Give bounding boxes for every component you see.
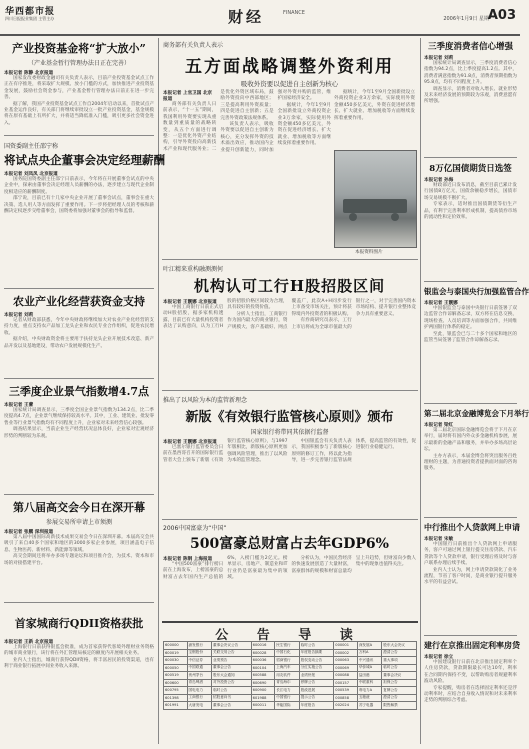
notice-cell: 601398: [164, 694, 188, 702]
paper-sub-text: 四川日报报业集团 主管主办: [5, 16, 55, 21]
body-text: 中国工商银行日前正式启动H股招股，据多家机构透露，目前已有大量机构投资者表达了认购意向，认为工行H股的招股价格区间较为合理，具有较好的投资价值。: [163, 299, 288, 330]
body-text: 据统计，今年1至9月全国新批设立外商投资企业3万余家，实际使用外资金额450多亿美元，外资在促进经济增长、扩大就业、增加税收等方面继续发挥着重要作用。: [334, 90, 415, 121]
notice-cell: 青岛啤酒: [187, 679, 211, 687]
byline: 本报记者 陈钢 上海报道: [163, 557, 213, 562]
notice-cell: 600795: [164, 687, 188, 695]
notice-row: [164, 657, 417, 665]
article-icbc-h-shares: [163, 262, 416, 388]
headline: 新版《有效银行监管核心原则》颁布: [185, 410, 394, 425]
divider: [162, 390, 418, 391]
lead-article-body-right: [334, 90, 415, 148]
article-hitech-fair: [4, 497, 154, 601]
body-text: 有券商研究员表示，工行上市后将成为全球市值最大的银行之一，对于完善国内资本市场结构、提升银行业整体竞争力具有重要意义。: [291, 299, 416, 330]
body-text: 专家表示，适时推出国债期货等衍生产品，有利于完善利率形成机制，提高债券市场的流动性和定价效率。: [424, 202, 517, 221]
body-text: 分析人士指出，工商银行作为国内最大的商业银行，资产规模大、客户基础好、网点覆盖广，此次A+H同步发行上市备受市场关注，预计将获得境内外投资者的积极认购。: [227, 299, 352, 330]
notice-cell: 中信证券: [187, 657, 211, 665]
photo-wheel: [349, 213, 357, 221]
notice-cell: 600050: [164, 664, 188, 672]
headline: 五方面战略调整外资利用: [185, 57, 394, 77]
byline: 本报记者 王靓娜: [424, 301, 458, 306]
masthead: [0, 0, 520, 36]
notice-cell: 002024: [334, 702, 358, 710]
divider: [4, 602, 154, 603]
lead-article-body: [163, 90, 331, 256]
kicker: 商务部有关负责人表示: [163, 42, 224, 49]
headline: 建行在京推出固定利率房贷: [424, 640, 520, 650]
section-title: 财经: [228, 8, 265, 26]
divider: [424, 403, 517, 404]
byline: 本报记者 张鹏 深圳报道: [4, 530, 54, 535]
notice-cell: 股东大会通知: [212, 672, 252, 680]
body-text: 国家统计局调查显示，三季度消费者信心指数为94.2点，比上季度提高1.2点。其中，消费者满意指数为91.8点，消费者预期指数为95.8点，均有不同程度上升。: [424, 61, 517, 86]
notice-row: [164, 649, 417, 657]
notice-cell: 600028: [251, 649, 275, 657]
notice-cell: 贵州茅台: [187, 672, 211, 680]
notice-cell: 复牌公告: [382, 687, 417, 695]
lead-headline-block: [163, 38, 416, 86]
notice-cell: 600030: [164, 657, 188, 665]
notice-cell: 中国银行: [275, 694, 299, 702]
notice-cell: 停牌公告: [299, 679, 334, 687]
article-qdii: [4, 605, 154, 745]
byline: 本报记者 梁红: [424, 423, 454, 428]
headline: 第二届北京金融博览会下月举行: [424, 409, 529, 418]
notice-cell: 董事会公告: [212, 702, 252, 710]
body-text: 中国银监会有关负责人表示，我国积极参与了新版核心原则的修订工作，将以此为指导，进一步完善银行监管法规体系，提高监管的有效性，促进银行业稳健运行。: [291, 439, 416, 464]
body-text: 财政部近日发布消息，截至目前已累计发行国债8万亿元，国债余额稳步增长，国债市场交易规模不断扩大。: [424, 183, 517, 201]
notice-cell: 临时公告: [212, 687, 252, 695]
notice-cell: 董事会决议: [382, 672, 417, 680]
notice-cell: 盐田港: [357, 672, 381, 680]
divider: [4, 288, 154, 289]
headline: 第八届高交会今日在深开幕: [13, 501, 145, 514]
notice-cell: 000539: [334, 687, 358, 695]
body-text: 中国银行日前推出个人贷款网上申请服务，客户可通过网上银行提交住房贷款、汽车贷款等个人贷款申请，银行受理后将及时与客户联系办理后续手续。: [424, 542, 517, 567]
notice-cell: 中国联通: [187, 664, 211, 672]
article-finance-expo: [424, 406, 529, 516]
body-text: 国务院国资委副主任邵宁日前表示，今年将在开展董事会试点的中央企业中，探索由董事会决定经理人员薪酬的办法，逐步建立与现代企业制度相适应的薪酬制度。: [4, 177, 154, 195]
body-text: 巴塞尔银行监管委员会日前在墨西哥召开的国际银行监管者大会上颁布了新版《有效银行监管核心原则》，与1997年版相比，新版核心原则更加强调风险管理，推出了以风险为本的监管理念。: [163, 439, 288, 464]
subheadline: 国家银行将带同其依据行监督: [250, 429, 329, 436]
notice-cell: 万科A: [357, 649, 381, 657]
body-text: 商务部有关负责人日前表示，“十一五”期间，我国利用外资要实现从重数量到重质量的战略转变，从五个方面进行调整：一是优化外资产业结构，引导外资投向高新技术产业和现代服务业；二是优化外资区域布局，鼓励外资投向中西部地区；三是提高利用外资质量；四是促进自主创新；五是完善外资政策法规体系。: [163, 90, 274, 152]
notice-cell: 601988: [251, 694, 275, 702]
article-treasury: [424, 160, 517, 280]
notice-row: [164, 642, 417, 650]
notice-cell: 董事会决议公告: [212, 642, 252, 650]
notice-cell: 中联重科: [357, 679, 381, 687]
photo-vehicle: [343, 199, 407, 213]
notice-table: [163, 641, 417, 710]
byline: 本报记者 上官卫国 北京报道: [163, 91, 213, 102]
headline: 农业产业化经营获资金支持: [13, 295, 145, 308]
notice-cell: 上海汽车: [275, 664, 299, 672]
column-rule: [158, 38, 159, 744]
body-text: 上海银行日前获得银监会批准，成为首家获得代客境外理财业务资格的城市商业银行，该行将在外汇管理局核定的额度内开展相关业务。: [4, 645, 154, 657]
byline: 本报记者 王新 北京报道: [4, 640, 54, 645]
notice-cell: 000858: [334, 694, 358, 702]
article-core-principles: [163, 393, 416, 517]
article-rich-list: [163, 521, 416, 619]
notice-cell: 股改进展: [299, 687, 334, 695]
notice-cell: 五粮液: [357, 694, 381, 702]
notice-cell: 股东大会决议: [382, 642, 417, 650]
byline: 本报记者 王靓娜 北京报道: [163, 300, 217, 305]
body-text: 记者从财政部获悉，今年中央财政将继续加大对农业产业化经营的支持力度，重点支持农产品加工龙头企业和农民专业合作组织，促进农民增收。: [4, 318, 154, 336]
notice-row: [164, 664, 417, 672]
body-text: 据了解，我国产业投资基金试点工作自2004年启动以来，首批试点产业基金运作良好，有关部门将继续审批设立一批产业投资基金，基金规模将在原有基础上有所扩大，并将适当降低准入门槛，吸引更多社会资金进入。: [4, 101, 154, 126]
headline: 中行推出个人贷款网上申请: [424, 522, 520, 532]
body-text: 业内人士指出，城商行获得QDII资格，将丰富居民的投资渠道，也有利于商业银行拓展中间业务收入来源。: [4, 657, 154, 670]
body-text: 业内人士认为，网上申请贷款简化了业务流程，节省了客户时间，是商业银行提升服务水平的有益尝试。: [424, 567, 517, 586]
notice-cell: 业绩快报: [299, 672, 334, 680]
article-cbrc-thailand: [424, 284, 529, 402]
byline: 本报记者 王蕾: [4, 403, 34, 408]
notice-cell: 000063: [334, 657, 358, 665]
notice-cell: 重大事项: [382, 657, 417, 665]
article-industry-fund: [4, 38, 154, 134]
notice-cell: 招商银行: [275, 657, 299, 665]
body-text: 第八届中国国际高新技术成果交易会今日在深圳开幕。本届高交会共吸引了来自40多个国家和地区的3000多家企业参展，项目涵盖电子信息、生物医药、新材料、新能源等领域。: [4, 535, 154, 553]
body-text: 第二届北京国际金融博览会将于下月在京举行，届时将有国内外众多金融机构参展，展示最新的金融产品和服务，并举办多场高层论坛。: [424, 428, 517, 453]
body-text: 邵宁说，目前已有十几家中央企业开展了董事会试点，董事会在重大决策、选人用人等方面发挥了重要作用。下一步将把经理人员的考核和薪酬决定权逐步交给董事会，国资委将加强对董事会的指导和监督。: [4, 196, 154, 215]
notice-cell: 600690: [251, 679, 275, 687]
notice-cell: 华侨城A: [357, 664, 381, 672]
article-ccb-fixed-rate: [424, 638, 520, 745]
notice-title: 公 告 导 读: [215, 628, 365, 643]
notice-cell: 临时公告: [382, 664, 417, 672]
headline: 银监会与泰国央行加强监管合作: [424, 287, 529, 296]
notice-cell: 601991: [164, 702, 188, 710]
notice-cell: 宝钢股份: [187, 649, 211, 657]
kicker: 2006中国富豪为“中国”: [163, 525, 227, 532]
notice-cell: 关联交易公告: [212, 649, 252, 657]
body-text: 分析认为，中国民营经济的快速发展创造了大量财富，富豪群体的规模和财富总量均呈上升趋势，但财富向少数人集中的现象也值得关注。: [291, 556, 416, 574]
notice-cell: 600588: [251, 672, 275, 680]
column-rule: [420, 38, 421, 744]
divider: [424, 517, 517, 518]
notice-cell: 000088: [334, 672, 358, 680]
divider: [424, 635, 517, 636]
notice-cell: 000157: [334, 679, 358, 687]
body-text: 至此，银监会已与二十多个国家和地区的监管当局签署了监管合作谅解备忘录。: [424, 331, 517, 344]
notice-cell: 大唐发电: [187, 702, 211, 710]
notice-cell: 青岛海尔: [275, 679, 299, 687]
notice-cell: 股权变动公告: [299, 657, 334, 665]
notice-cell: 600519: [164, 672, 188, 680]
notice-cell: 华能国际: [275, 702, 299, 710]
notice-cell: 600011: [251, 702, 275, 710]
notice-cell: 600600: [164, 679, 188, 687]
byline: 本报记者 宋敏: [424, 537, 454, 542]
byline: 本报记者 刘莉: [424, 56, 454, 61]
notice-cell: 000002: [334, 649, 358, 657]
notice-cell: 600900: [251, 687, 275, 695]
divider: [424, 157, 517, 158]
article-boc-online-loan: [424, 520, 520, 634]
notice-row: [164, 694, 417, 702]
notice-cell: 招股意向书: [212, 694, 252, 702]
notice-cell: 限售解禁: [382, 702, 417, 710]
kicker: 国资委副主任邵宁称: [4, 143, 59, 150]
body-text: 该负责人表示，吸收外资要以促进自主创新为核心，充分发挥外资的技术溢出效应，推动国内企业提升创新能力，同时加强对外资并购的监管，维护国家经济安全。: [220, 90, 331, 153]
divider: [4, 378, 154, 379]
notice-cell: 临时公告: [299, 642, 334, 650]
body-text: 高交会期间还将举办多场专题论坛和项目推介会，为技术、资本和市场的对接搭建平台。: [4, 554, 154, 566]
byline: 本报记者 刘莉: [4, 313, 34, 318]
article-sasac-pay: [4, 139, 165, 287]
body-text: 调查显示，消费者对收入增长、就业形势及未来经济发展的预期较为乐观，消费意愿有所增强。: [424, 86, 517, 105]
notice-cell: 担保公告: [382, 679, 417, 687]
byline: 本报记者 孙海: [424, 178, 454, 183]
notice-row: [164, 687, 417, 695]
notice-cell: 600019: [164, 649, 188, 657]
notice-cell: 粤电力A: [357, 687, 381, 695]
notice-cell: 业绩预告: [212, 657, 252, 665]
paper-name: 华西都市报: [5, 7, 56, 17]
notice-cell: 浦发银行: [187, 642, 211, 650]
headline: 三季度企业景气指数增4.7点: [8, 385, 150, 398]
notice-cell: 董事会公告: [212, 664, 252, 672]
notice-cell: 澄清公告: [382, 694, 417, 702]
byline: 本报记者 刘凤凤 北京报道: [4, 172, 58, 177]
byline: 本报记者 徐立: [424, 655, 454, 660]
notice-cell: 国电电力: [187, 687, 211, 695]
notice-cell: 年度报告摘要: [299, 649, 334, 657]
article-agri-fund: [4, 291, 154, 377]
notice-row: [164, 702, 417, 710]
body-text: “中国500富豪”排行榜日前在上海发布，上榜富豪的总财富占去年国内生产总值的6%，入榜门槛为2亿元。榜单显示，房地产、制造业和IT行业仍是富豪最为集中的领域。: [163, 556, 288, 581]
body-text: 据介绍，中央财政资金将主要用于扶持龙头企业开展技术改造、新产品开发以及基地建设，带动农户发展规模化生产。: [4, 337, 154, 349]
issue-date: 2006年1月9日 星期一: [443, 16, 494, 22]
notice-row: [164, 679, 417, 687]
body-text: 中国建设银行日前在北京推出固定利率个人住房贷款，贷款期限最长可达10年，利率在合同期内保持不变，以帮助购房者规避利率波动风险。: [424, 660, 517, 685]
body-text: 据统计，今年1至9月全国新批设立外商投资企业3万余家，实际使用外资金额450多亿美元，外资在促进经济增长、扩大就业、增加税收等方面继续发挥着重要作用。: [277, 102, 331, 147]
notice-cell: 苏宁电器: [357, 702, 381, 710]
body-text: 国家统计局调查显示，三季度全国企业景气指数为134.2点，比二季度提高4.7点，企业景气继续保持较高水平。其中，工业、建筑业、批发零售业等行业景气指数均有不同程度上升，企业家对未来经营信心较强。: [4, 408, 154, 426]
notice-cell: 600036: [251, 657, 275, 665]
notice-cell: 长江电力: [275, 687, 299, 695]
body-text: 国家发改委财政金融司有关负责人表示，目前产业投资基金试点工作正在有序推进，将采取扩大规模、放小门槛的方式，加快推进产业投资基金发展，鼓励社会资金参与，产业基金暂行管理办法日前正在进一步完善。: [4, 76, 154, 101]
notice-cell: 深发展A: [357, 642, 381, 650]
notice-table-wrap: [163, 641, 417, 745]
photo-caption: 本报资料图片: [355, 250, 383, 255]
notice-cell: 对外投资公告: [212, 679, 252, 687]
article-consumer-confidence: [424, 38, 517, 156]
notice-cell: 分红实施公告: [299, 664, 334, 672]
notice-cell: 600000: [164, 642, 188, 650]
section-en: FINANCE: [283, 10, 305, 16]
kicker: 叶江精来重构融测测何: [163, 266, 224, 273]
byline: 本报记者 王靓娜 北京报道: [163, 440, 217, 445]
notice-cell: 澄清公告: [382, 649, 417, 657]
subheadline: 吸收外资要以促进自主创新为核心: [240, 80, 339, 88]
kicker: 推出了以风险为本的监管新理念: [163, 397, 248, 404]
divider: [424, 281, 517, 282]
divider: [162, 259, 418, 260]
body-text: 调查结果显示，当前企业生产经营状况总体良好，企业家对宏观经济形势的判断较为乐观。: [4, 427, 154, 439]
photo-wheel: [391, 213, 399, 221]
divider: [4, 494, 154, 495]
notice-cell: 中兴通讯: [357, 657, 381, 665]
headline: 将试点央企董事会决定经理薪酬: [4, 153, 165, 167]
notice-cell: 提示公告: [299, 694, 334, 702]
headline: 产业投资基金将“扩大放小”: [12, 42, 146, 55]
divider: [162, 621, 418, 623]
headline: 首家城商行QDII资格获批: [14, 617, 144, 630]
subheadline: 参展交易所申请上市须测: [45, 519, 112, 526]
notice-cell: 工商银行: [187, 694, 211, 702]
subheadline: （产业基金暂行管理办法日正在完善）: [27, 60, 130, 67]
article-business-index: [4, 381, 154, 493]
notice-cell: 600104: [251, 664, 275, 672]
divider: [4, 135, 154, 136]
notice-cell: 用友软件: [275, 672, 299, 680]
body-text: 主办方表示，本届金博会将突出服务百姓理财的主题，为普通投资者提供面对面的咨询服务。: [424, 453, 517, 472]
notice-cell: 中国石化: [275, 649, 299, 657]
notice-cell: 民生银行: [275, 642, 299, 650]
byline: 本报记者 陈静 北京报道: [4, 71, 54, 76]
notice-cell: 000001: [334, 642, 358, 650]
notice-row: [164, 672, 417, 680]
headline: 机构认可工行H股招股区间: [193, 277, 386, 295]
headline: 三季度消费者信心增强: [427, 42, 513, 52]
body-text: 专家提醒，购房者在选择固定利率还是浮动利率时，应结合自身收入情况和对未来利率走势的判断综合考虑。: [424, 685, 517, 704]
news-photo: [334, 150, 417, 248]
divider: [162, 519, 418, 520]
notice-cell: 600016: [251, 642, 275, 650]
page-number: A03: [487, 8, 516, 23]
body-text: 中国银监会与泰国中央银行日前签署了双边监管合作谅解备忘录，双方将在信息交换、现场检查、人员培训等方面加强合作，共同维护两国银行体系的稳定。: [424, 306, 517, 331]
headline: 8万亿国债期货日选签: [429, 164, 512, 174]
notice-cell: 年度报告: [299, 702, 334, 710]
notice-cell: 000069: [334, 664, 358, 672]
headline: 500富豪总财富占去年GDP6%: [190, 536, 389, 552]
